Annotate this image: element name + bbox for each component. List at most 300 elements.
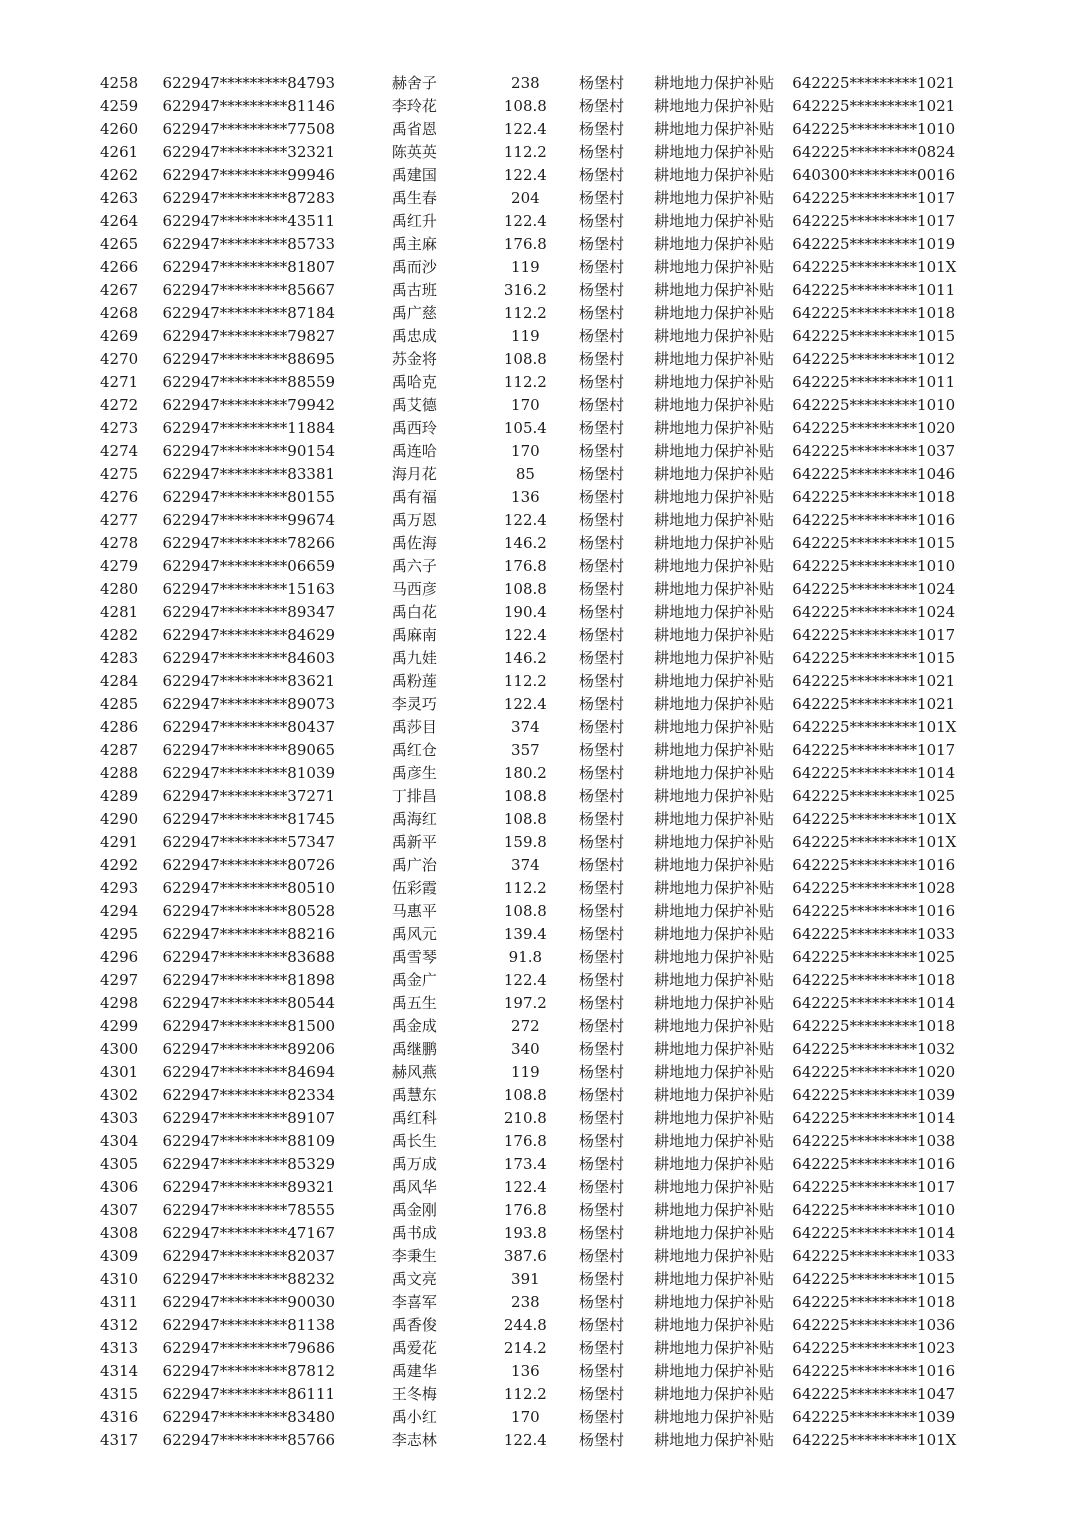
village-name: 杨堡村 (578, 1293, 624, 1311)
subsidy-amount: 374 (511, 856, 540, 874)
account-number: 622947*********81807 (162, 258, 336, 276)
table-row (100, 808, 980, 831)
subsidy-type: 耕地地力保护补贴 (654, 511, 775, 529)
row-number: 4317 (100, 1431, 139, 1449)
recipient-name: 丁排昌 (391, 787, 437, 805)
subsidy-type: 耕地地力保护补贴 (654, 902, 775, 920)
id-number: 642225*********1018 (792, 488, 956, 506)
row-number: 4268 (100, 304, 139, 322)
account-number: 622947*********80544 (162, 994, 336, 1012)
row-number: 4258 (100, 74, 139, 92)
row-number: 4283 (100, 649, 139, 667)
subsidy-amount: 193.8 (503, 1224, 547, 1242)
recipient-name: 禹红升 (391, 212, 437, 230)
recipient-name: 禹省恩 (391, 120, 437, 138)
recipient-name: 禹六子 (391, 557, 437, 575)
row-number: 4277 (100, 511, 139, 529)
account-number: 622947*********81898 (162, 971, 336, 989)
subsidy-type: 耕地地力保护补贴 (654, 1086, 775, 1104)
recipient-name: 禹广治 (391, 856, 437, 874)
recipient-name: 李秉生 (391, 1247, 437, 1265)
village-name: 杨堡村 (578, 1316, 624, 1334)
row-number: 4289 (100, 787, 139, 805)
subsidy-amount: 112.2 (503, 373, 547, 391)
account-number: 622947*********89347 (162, 603, 336, 621)
subsidy-type: 耕地地力保护补贴 (654, 1339, 775, 1357)
id-number: 642225*********1015 (792, 649, 956, 667)
subsidy-amount: 357 (511, 741, 540, 759)
table-row (100, 900, 980, 923)
account-number: 622947*********84694 (162, 1063, 336, 1081)
account-number: 622947*********57347 (162, 833, 336, 851)
account-number: 622947*********85667 (162, 281, 336, 299)
id-number: 642225*********1039 (792, 1408, 956, 1426)
recipient-name: 禹广慈 (391, 304, 437, 322)
table-row (100, 578, 980, 601)
subsidy-type: 耕地地力保护补贴 (654, 396, 775, 414)
account-number: 622947*********11884 (162, 419, 336, 437)
subsidy-amount: 374 (511, 718, 540, 736)
subsidy-amount: 176.8 (503, 1132, 547, 1150)
id-number: 642225*********1017 (792, 741, 956, 759)
subsidy-type: 耕地地力保护补贴 (654, 557, 775, 575)
village-name: 杨堡村 (578, 741, 624, 759)
village-name: 杨堡村 (578, 649, 624, 667)
row-number: 4313 (100, 1339, 139, 1357)
recipient-name: 王冬梅 (391, 1385, 437, 1403)
subsidy-amount: 108.8 (503, 787, 547, 805)
village-name: 杨堡村 (578, 810, 624, 828)
recipient-name: 禹有福 (391, 488, 437, 506)
id-number: 642225*********1015 (792, 327, 956, 345)
village-name: 杨堡村 (578, 465, 624, 483)
subsidy-type: 耕地地力保护补贴 (654, 626, 775, 644)
subsidy-amount: 170 (511, 442, 540, 460)
id-number: 642225*********1020 (792, 1063, 956, 1081)
subsidy-amount: 210.8 (503, 1109, 547, 1127)
id-number: 642225*********101X (792, 258, 957, 276)
recipient-name: 禹金刚 (391, 1201, 437, 1219)
table-row (100, 486, 980, 509)
table-row (100, 1084, 980, 1107)
table-row (100, 946, 980, 969)
village-name: 杨堡村 (578, 396, 624, 414)
id-number: 642225*********1016 (792, 1362, 956, 1380)
table-row (100, 992, 980, 1015)
subsidy-type: 耕地地力保护补贴 (654, 1040, 775, 1058)
recipient-name: 禹麻南 (391, 626, 437, 644)
recipient-name: 禹西玲 (391, 419, 437, 437)
village-name: 杨堡村 (578, 994, 624, 1012)
subsidy-amount: 316.2 (503, 281, 547, 299)
account-number: 622947*********32321 (162, 143, 336, 161)
subsidy-amount: 108.8 (503, 350, 547, 368)
id-number: 642225*********1021 (792, 74, 956, 92)
account-number: 622947*********84793 (162, 74, 336, 92)
row-number: 4314 (100, 1362, 139, 1380)
recipient-name: 禹香俊 (391, 1316, 437, 1334)
row-number: 4306 (100, 1178, 139, 1196)
id-number: 642225*********1020 (792, 419, 956, 437)
row-number: 4298 (100, 994, 139, 1012)
id-number: 642225*********1017 (792, 626, 956, 644)
recipient-name: 禹生春 (391, 189, 437, 207)
id-number: 642225*********101X (792, 1431, 957, 1449)
table-row (100, 1199, 980, 1222)
row-number: 4270 (100, 350, 139, 368)
recipient-name: 禹金成 (391, 1017, 437, 1035)
subsidy-amount: 387.6 (503, 1247, 547, 1265)
subsidy-type: 耕地地力保护补贴 (654, 1408, 775, 1426)
subsidy-type: 耕地地力保护补贴 (654, 787, 775, 805)
village-name: 杨堡村 (578, 557, 624, 575)
subsidy-type: 耕地地力保护补贴 (654, 971, 775, 989)
table-row (100, 670, 980, 693)
subsidy-type: 耕地地力保护补贴 (654, 1247, 775, 1265)
subsidy-amount: 122.4 (503, 511, 547, 529)
table-row (100, 1015, 980, 1038)
subsidy-amount: 122.4 (503, 626, 547, 644)
account-number: 622947*********90030 (162, 1293, 336, 1311)
account-number: 622947*********87812 (162, 1362, 336, 1380)
account-number: 622947*********99674 (162, 511, 336, 529)
table-row (100, 647, 980, 670)
table-row (100, 854, 980, 877)
subsidy-type: 耕地地力保护补贴 (654, 994, 775, 1012)
id-number: 642225*********1037 (792, 442, 956, 460)
id-number: 642225*********1016 (792, 902, 956, 920)
recipient-name: 伍彩霞 (391, 879, 437, 897)
village-name: 杨堡村 (578, 948, 624, 966)
account-number: 622947*********84603 (162, 649, 336, 667)
table-row (100, 394, 980, 417)
table-row (100, 440, 980, 463)
account-number: 622947*********43511 (162, 212, 336, 230)
table-row (100, 164, 980, 187)
subsidy-amount: 176.8 (503, 235, 547, 253)
table-row (100, 762, 980, 785)
village-name: 杨堡村 (578, 1155, 624, 1173)
id-number: 642225*********0824 (792, 143, 956, 161)
account-number: 622947*********90154 (162, 442, 336, 460)
account-number: 622947*********88695 (162, 350, 336, 368)
recipient-name: 禹海红 (391, 810, 437, 828)
table-row (100, 1383, 980, 1406)
subsidy-type: 耕地地力保护补贴 (654, 1270, 775, 1288)
subsidy-type: 耕地地力保护补贴 (654, 1316, 775, 1334)
village-name: 杨堡村 (578, 97, 624, 115)
recipient-name: 苏金将 (391, 350, 437, 368)
subsidy-amount: 139.4 (503, 925, 547, 943)
account-number: 622947*********37271 (162, 787, 336, 805)
village-name: 杨堡村 (578, 442, 624, 460)
subsidy-type: 耕地地力保护补贴 (654, 925, 775, 943)
recipient-name: 马西彦 (391, 580, 437, 598)
village-name: 杨堡村 (578, 143, 624, 161)
subsidy-amount: 391 (511, 1270, 540, 1288)
account-number: 622947*********83480 (162, 1408, 336, 1426)
id-number: 642225*********1014 (792, 1224, 956, 1242)
village-name: 杨堡村 (578, 1270, 624, 1288)
village-name: 杨堡村 (578, 258, 624, 276)
id-number: 642225*********1018 (792, 304, 956, 322)
village-name: 杨堡村 (578, 1339, 624, 1357)
subsidy-amount: 173.4 (503, 1155, 547, 1173)
recipient-name: 禹建华 (391, 1362, 437, 1380)
row-number: 4259 (100, 97, 139, 115)
subsidy-amount: 146.2 (503, 534, 547, 552)
id-number: 642225*********1016 (792, 511, 956, 529)
table-row (100, 233, 980, 256)
table-row (100, 1360, 980, 1383)
table-row (100, 463, 980, 486)
account-number: 622947*********47167 (162, 1224, 336, 1242)
village-name: 杨堡村 (578, 1224, 624, 1242)
village-name: 杨堡村 (578, 235, 624, 253)
village-name: 杨堡村 (578, 1431, 624, 1449)
row-number: 4278 (100, 534, 139, 552)
id-number: 642225*********1015 (792, 1270, 956, 1288)
subsidy-type: 耕地地力保护补贴 (654, 649, 775, 667)
recipient-name: 禹万恩 (391, 511, 437, 529)
subsidy-type: 耕地地力保护补贴 (654, 189, 775, 207)
row-number: 4296 (100, 948, 139, 966)
account-number: 622947*********83381 (162, 465, 336, 483)
recipient-name: 禹红科 (391, 1109, 437, 1127)
subsidy-type: 耕地地力保护补贴 (654, 235, 775, 253)
row-number: 4265 (100, 235, 139, 253)
subsidy-type: 耕地地力保护补贴 (654, 97, 775, 115)
subsidy-type: 耕地地力保护补贴 (654, 304, 775, 322)
subsidy-table-body (100, 72, 980, 1452)
row-number: 4279 (100, 557, 139, 575)
row-number: 4294 (100, 902, 139, 920)
account-number: 622947*********77508 (162, 120, 336, 138)
id-number: 642225*********1015 (792, 534, 956, 552)
id-number: 642225*********1021 (792, 97, 956, 115)
account-number: 622947*********15163 (162, 580, 336, 598)
table-row (100, 831, 980, 854)
village-name: 杨堡村 (578, 971, 624, 989)
subsidy-amount: 119 (511, 1063, 540, 1081)
recipient-name: 禹万成 (391, 1155, 437, 1173)
village-name: 杨堡村 (578, 304, 624, 322)
village-name: 杨堡村 (578, 327, 624, 345)
table-row (100, 1222, 980, 1245)
recipient-name: 禹九娃 (391, 649, 437, 667)
table-row (100, 187, 980, 210)
village-name: 杨堡村 (578, 879, 624, 897)
subsidy-amount: 122.4 (503, 1431, 547, 1449)
row-number: 4297 (100, 971, 139, 989)
id-number: 642225*********1012 (792, 350, 956, 368)
account-number: 622947*********89206 (162, 1040, 336, 1058)
recipient-name: 李玲花 (391, 97, 437, 115)
id-number: 642225*********1025 (792, 948, 956, 966)
id-number: 642225*********1017 (792, 212, 956, 230)
subsidy-type: 耕地地力保护补贴 (654, 419, 775, 437)
subsidy-amount: 85 (515, 465, 535, 483)
id-number: 642225*********1038 (792, 1132, 956, 1150)
table-row (100, 1429, 980, 1452)
subsidy-amount: 170 (511, 396, 540, 414)
account-number: 622947*********78266 (162, 534, 336, 552)
subsidy-type: 耕地地力保护补贴 (654, 373, 775, 391)
subsidy-amount: 91.8 (508, 948, 543, 966)
id-number: 642225*********1018 (792, 1293, 956, 1311)
row-number: 4301 (100, 1063, 139, 1081)
row-number: 4315 (100, 1385, 139, 1403)
table-row (100, 532, 980, 555)
table-row (100, 1268, 980, 1291)
table-row (100, 1107, 980, 1130)
village-name: 杨堡村 (578, 695, 624, 713)
row-number: 4272 (100, 396, 139, 414)
account-number: 622947*********85733 (162, 235, 336, 253)
subsidy-type: 耕地地力保护补贴 (654, 810, 775, 828)
subsidy-type: 耕地地力保护补贴 (654, 488, 775, 506)
table-row (100, 1245, 980, 1268)
row-number: 4292 (100, 856, 139, 874)
id-number: 642225*********1024 (792, 580, 956, 598)
row-number: 4311 (100, 1293, 139, 1311)
subsidy-type: 耕地地力保护补贴 (654, 120, 775, 138)
subsidy-amount: 108.8 (503, 97, 547, 115)
table-row (100, 302, 980, 325)
table-row (100, 279, 980, 302)
subsidy-amount: 108.8 (503, 810, 547, 828)
recipient-name: 赫风燕 (391, 1063, 437, 1081)
subsidy-type: 耕地地力保护补贴 (654, 695, 775, 713)
row-number: 4266 (100, 258, 139, 276)
village-name: 杨堡村 (578, 189, 624, 207)
id-number: 642225*********1017 (792, 1178, 956, 1196)
recipient-name: 禹继鹏 (391, 1040, 437, 1058)
subsidy-amount: 112.2 (503, 1385, 547, 1403)
table-row (100, 601, 980, 624)
subsidy-amount: 238 (511, 74, 540, 92)
recipient-name: 禹古班 (391, 281, 437, 299)
id-number: 642225*********1017 (792, 189, 956, 207)
table-row (100, 1176, 980, 1199)
row-number: 4287 (100, 741, 139, 759)
row-number: 4307 (100, 1201, 139, 1219)
recipient-name: 禹建国 (391, 166, 437, 184)
village-name: 杨堡村 (578, 534, 624, 552)
row-number: 4275 (100, 465, 139, 483)
recipient-name: 陈英英 (391, 143, 437, 161)
id-number: 642225*********1011 (792, 281, 956, 299)
row-number: 4303 (100, 1109, 139, 1127)
subsidy-amount: 112.2 (503, 879, 547, 897)
account-number: 622947*********83688 (162, 948, 336, 966)
table-row (100, 141, 980, 164)
subsidy-type: 耕地地力保护补贴 (654, 580, 775, 598)
row-number: 4264 (100, 212, 139, 230)
id-number: 642225*********1047 (792, 1385, 956, 1403)
id-number: 642225*********101X (792, 833, 957, 851)
row-number: 4260 (100, 120, 139, 138)
village-name: 杨堡村 (578, 1178, 624, 1196)
village-name: 杨堡村 (578, 1086, 624, 1104)
recipient-name: 禹而沙 (391, 258, 437, 276)
subsidy-amount: 190.4 (503, 603, 547, 621)
subsidy-type: 耕地地力保护补贴 (654, 465, 775, 483)
id-number: 642225*********1018 (792, 971, 956, 989)
id-number: 642225*********1011 (792, 373, 956, 391)
subsidy-type: 耕地地力保护补贴 (654, 327, 775, 345)
village-name: 杨堡村 (578, 488, 624, 506)
account-number: 622947*********89321 (162, 1178, 336, 1196)
village-name: 杨堡村 (578, 1017, 624, 1035)
subsidy-amount: 197.2 (503, 994, 547, 1012)
id-number: 642225*********1016 (792, 856, 956, 874)
subsidy-amount: 170 (511, 1408, 540, 1426)
table-row (100, 969, 980, 992)
subsidy-type: 耕地地力保护补贴 (654, 143, 775, 161)
id-number: 642225*********1014 (792, 764, 956, 782)
row-number: 4273 (100, 419, 139, 437)
subsidy-amount: 122.4 (503, 695, 547, 713)
recipient-name: 禹爱花 (391, 1339, 437, 1357)
recipient-name: 禹五生 (391, 994, 437, 1012)
village-name: 杨堡村 (578, 511, 624, 529)
subsidy-amount: 112.2 (503, 672, 547, 690)
account-number: 622947*********85766 (162, 1431, 336, 1449)
row-number: 4299 (100, 1017, 139, 1035)
recipient-name: 禹忠成 (391, 327, 437, 345)
id-number: 642225*********1046 (792, 465, 956, 483)
subsidy-amount: 204 (511, 189, 540, 207)
recipient-name: 禹小红 (391, 1408, 437, 1426)
subsidy-amount: 272 (511, 1017, 540, 1035)
row-number: 4310 (100, 1270, 139, 1288)
subsidy-amount: 176.8 (503, 557, 547, 575)
village-name: 杨堡村 (578, 1385, 624, 1403)
subsidy-type: 耕地地力保护补贴 (654, 1201, 775, 1219)
row-number: 4300 (100, 1040, 139, 1058)
recipient-name: 禹风华 (391, 1178, 437, 1196)
village-name: 杨堡村 (578, 120, 624, 138)
subsidy-type: 耕地地力保护补贴 (654, 212, 775, 230)
subsidy-type: 耕地地力保护补贴 (654, 856, 775, 874)
id-number: 642225*********1036 (792, 1316, 956, 1334)
row-number: 4281 (100, 603, 139, 621)
row-number: 4312 (100, 1316, 139, 1334)
row-number: 4302 (100, 1086, 139, 1104)
recipient-name: 禹慧东 (391, 1086, 437, 1104)
subsidy-amount: 136 (511, 1362, 540, 1380)
id-number: 642225*********1021 (792, 672, 956, 690)
recipient-name: 禹彦生 (391, 764, 437, 782)
id-number: 642225*********1014 (792, 994, 956, 1012)
account-number: 622947*********79827 (162, 327, 336, 345)
id-number: 642225*********1010 (792, 396, 956, 414)
subsidy-amount: 122.4 (503, 212, 547, 230)
table-row (100, 785, 980, 808)
row-number: 4309 (100, 1247, 139, 1265)
village-name: 杨堡村 (578, 373, 624, 391)
table-row (100, 72, 980, 95)
subsidy-type: 耕地地力保护补贴 (654, 879, 775, 897)
subsidy-type: 耕地地力保护补贴 (654, 1224, 775, 1242)
recipient-name: 马惠平 (391, 902, 437, 920)
id-number: 642225*********1010 (792, 120, 956, 138)
account-number: 622947*********79942 (162, 396, 336, 414)
table-row (100, 716, 980, 739)
village-name: 杨堡村 (578, 419, 624, 437)
recipient-name: 禹白花 (391, 603, 437, 621)
